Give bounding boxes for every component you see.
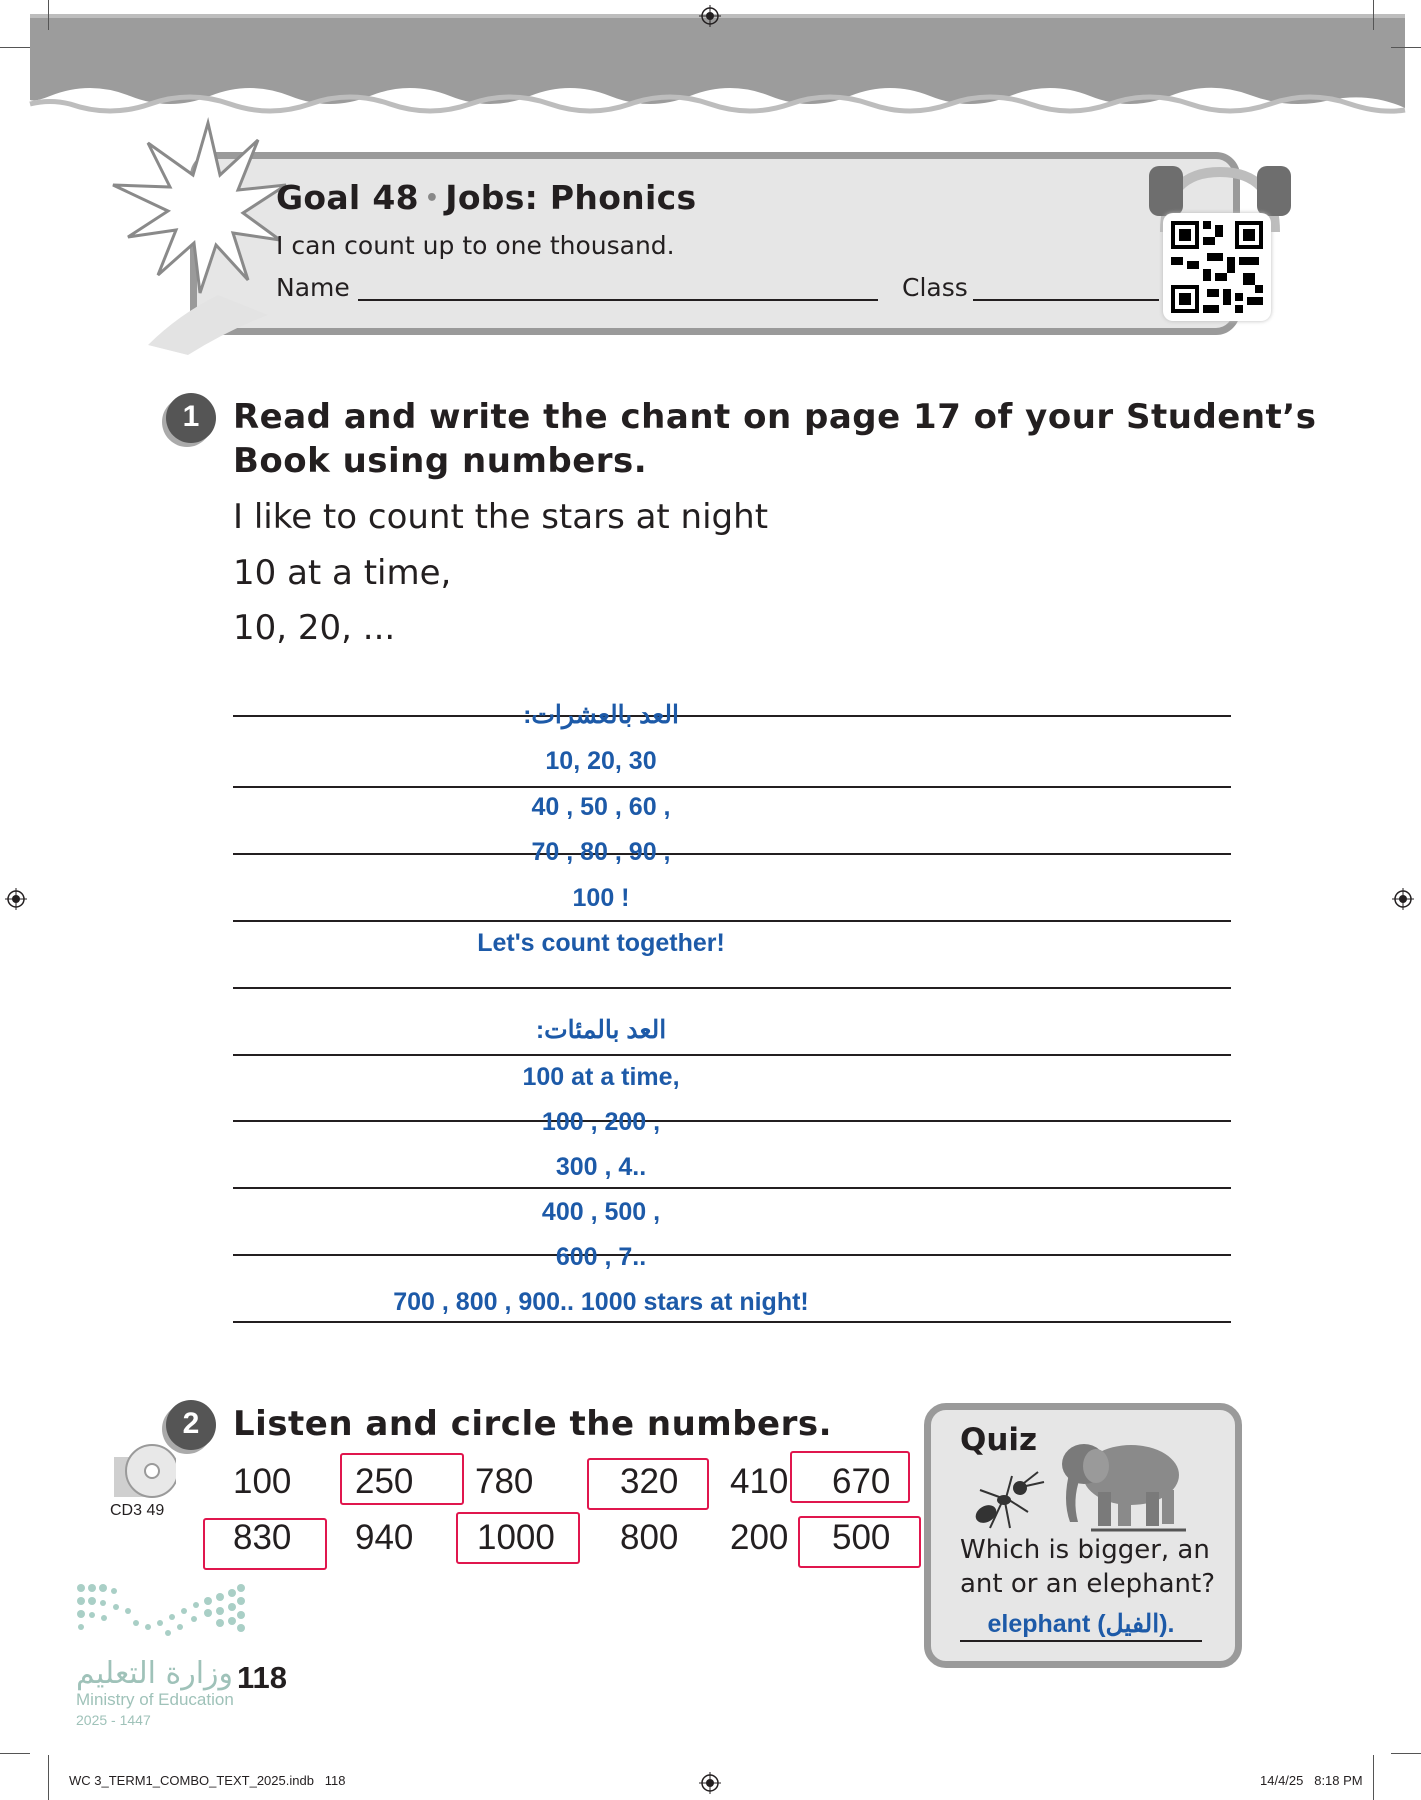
- chant-line: I like to count the stars at night: [233, 497, 769, 537]
- goal-separator: •: [424, 186, 440, 211]
- answer-circle: [790, 1451, 910, 1503]
- exercise-1-badge: 1: [166, 393, 216, 443]
- quiz-answer[interactable]: elephant (الفيل).: [960, 1609, 1202, 1642]
- ministry-name-arabic: وزارة التعليم: [76, 1656, 234, 1691]
- print-date: 14/4/25 8:18 PM: [1260, 1773, 1363, 1788]
- writing-line[interactable]: [233, 1120, 1231, 1122]
- crop-line: [1373, 1755, 1374, 1800]
- answer-circle: [798, 1516, 921, 1568]
- cd-icon: [112, 1443, 176, 1499]
- number-option[interactable]: 200: [730, 1518, 789, 1557]
- chant-line: 10, 20, ...: [233, 608, 396, 648]
- answer-circle: [456, 1512, 580, 1564]
- handwritten-answer: 100 , 200 ,: [541, 1108, 661, 1136]
- goal-objective: I can count up to one thousand.: [276, 231, 675, 260]
- handwritten-answer: 400 , 500 ,: [541, 1198, 661, 1226]
- writing-line[interactable]: [233, 853, 1231, 855]
- crop-line: [48, 1755, 49, 1800]
- number-option[interactable]: 410: [730, 1462, 789, 1501]
- goal-title: [276, 178, 696, 217]
- cd-track-label: CD3 49: [110, 1502, 165, 1519]
- qr-code-icon: [1163, 213, 1271, 321]
- handwritten-answer: 600 , 7..: [555, 1243, 647, 1271]
- page-number: 118: [237, 1660, 288, 1695]
- starburst-icon: [108, 115, 288, 355]
- ministry-year: 2025 - 1447: [76, 1712, 151, 1728]
- registration-mark-icon: [699, 1772, 721, 1794]
- number-option[interactable]: 780: [475, 1462, 534, 1501]
- handwritten-answer: 100 at a time,: [522, 1063, 680, 1091]
- crop-line: [1373, 0, 1374, 30]
- exercise-1-instruction-line-1: Read and write the chant on page 17 of your Student’s: [233, 397, 1317, 437]
- handwritten-answer: 100 !: [572, 884, 630, 912]
- number-option[interactable]: 830: [233, 1518, 292, 1557]
- number-option[interactable]: 500: [832, 1518, 891, 1557]
- handwritten-answer: 300 , 4..: [555, 1153, 647, 1181]
- class-field[interactable]: [973, 299, 1159, 301]
- goal-label: Goal 48: [276, 178, 419, 217]
- answer-circle: [203, 1518, 327, 1570]
- name-field[interactable]: [358, 299, 878, 301]
- goal-topic: Jobs: Phonics: [445, 178, 697, 217]
- handwritten-answer: 40 , 50 , 60 ,: [531, 793, 671, 821]
- qr-code[interactable]: [1163, 213, 1271, 321]
- exercise-2-badge: 2: [166, 1400, 216, 1450]
- answer-circle: [340, 1453, 464, 1505]
- crop-line: [0, 1753, 30, 1754]
- number-option[interactable]: 800: [620, 1518, 679, 1557]
- quiz-question: Which is bigger, an ant or an elephant?: [960, 1535, 1216, 1599]
- writing-line[interactable]: [233, 987, 1231, 989]
- name-label: Name: [276, 273, 350, 302]
- crop-line: [1391, 1753, 1421, 1754]
- handwritten-answer: العد بالمئات:: [535, 1016, 667, 1044]
- elephant-icon: [1056, 1430, 1196, 1535]
- handwritten-answer: 10, 20, 30: [545, 747, 657, 775]
- quiz-title: Quiz: [960, 1422, 1038, 1458]
- number-option[interactable]: 250: [355, 1462, 414, 1501]
- number-option[interactable]: 1000: [477, 1518, 555, 1557]
- exercise-2-instruction: Listen and circle the numbers.: [233, 1404, 833, 1444]
- ministry-logo-icon: [76, 1583, 246, 1643]
- writing-line[interactable]: [233, 920, 1231, 922]
- handwritten-answer: 70 , 80 , 90 ,: [531, 838, 671, 866]
- writing-line[interactable]: [233, 1187, 1231, 1189]
- answer-circle: [587, 1458, 709, 1510]
- number-option[interactable]: 670: [832, 1462, 891, 1501]
- writing-line[interactable]: [233, 715, 1231, 717]
- writing-line[interactable]: [233, 1254, 1231, 1256]
- ministry-name-english: Ministry of Education: [76, 1690, 234, 1709]
- handwritten-answer: 700 , 800 , 900.. 1000 stars at night!: [393, 1288, 809, 1316]
- registration-mark-icon: [699, 5, 721, 27]
- registration-mark-icon: [5, 888, 27, 910]
- number-option[interactable]: 940: [355, 1518, 414, 1557]
- ant-icon: [972, 1468, 1050, 1532]
- writing-line[interactable]: [233, 1321, 1231, 1323]
- chant-line: 10 at a time,: [233, 553, 452, 593]
- file-info: WC 3_TERM1_COMBO_TEXT_2025.indb 118: [69, 1773, 346, 1788]
- registration-mark-icon: [1392, 888, 1414, 910]
- number-option[interactable]: 100: [233, 1462, 292, 1501]
- writing-line[interactable]: [233, 786, 1231, 788]
- writing-line[interactable]: [233, 1054, 1231, 1056]
- crop-line: [48, 0, 49, 30]
- handwritten-answer: العد بالعشرات:: [523, 701, 679, 729]
- handwritten-answer: Let's count together!: [477, 929, 725, 957]
- number-option[interactable]: 320: [620, 1462, 679, 1501]
- crop-line: [1391, 47, 1421, 48]
- exercise-1-instruction-line-2: Book using numbers.: [233, 441, 648, 481]
- class-label: Class: [902, 273, 968, 302]
- crop-line: [0, 47, 30, 48]
